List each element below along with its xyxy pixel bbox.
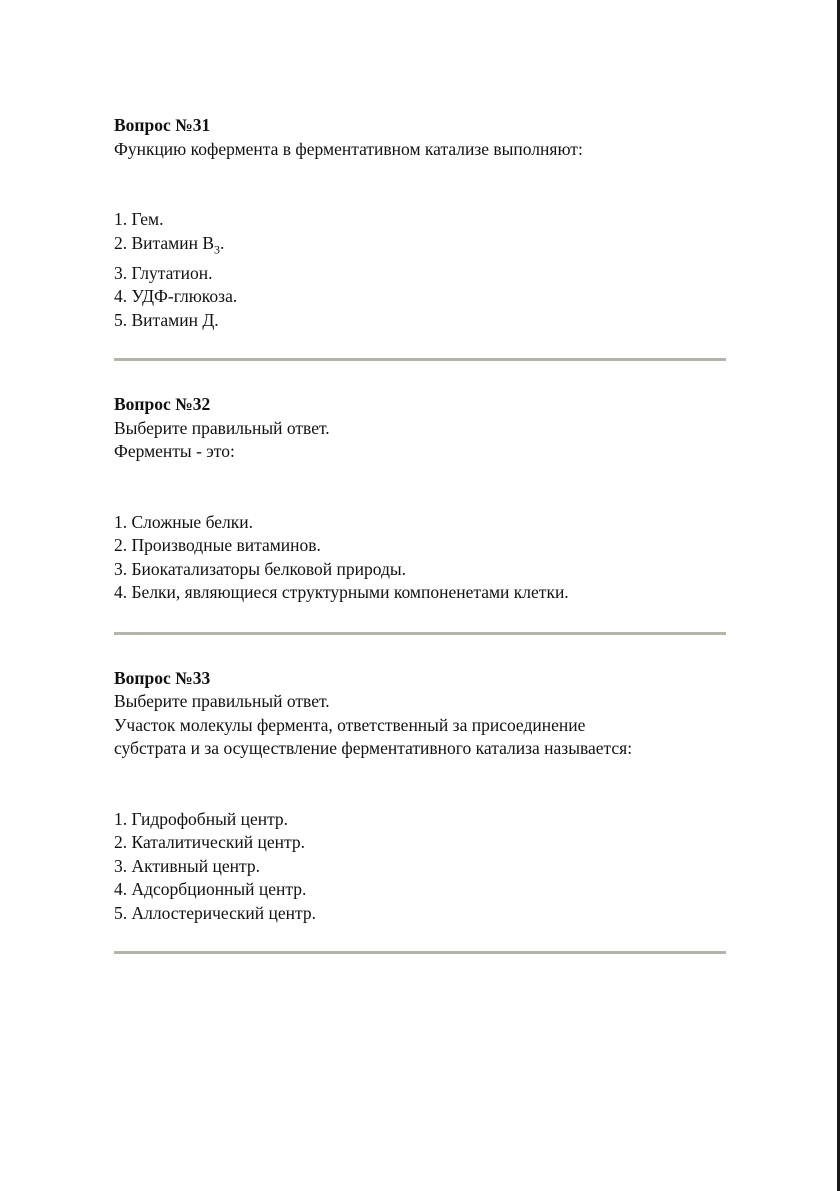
question-31 [114, 114, 726, 332]
question-32 [114, 393, 726, 605]
answer-options [114, 808, 726, 926]
question-divider [114, 632, 726, 635]
answer-option[interactable]: 3. Биокатализаторы белковой природы. [114, 558, 407, 579]
answer-option[interactable] [114, 232, 726, 262]
answer-option[interactable]: 4. УДФ-глюкоза. [114, 286, 238, 306]
answer-option[interactable]: 3. Активный центр. [114, 855, 261, 876]
answer-option-suffix: . [220, 232, 225, 253]
question-33 [114, 667, 726, 926]
question-title: Вопрос №32 [114, 394, 211, 414]
question-divider [114, 951, 726, 954]
answer-option[interactable]: 5. Аллостерический центр. [114, 902, 316, 923]
answer-option[interactable]: 1. Гидрофобный центр. [114, 808, 289, 829]
answer-option[interactable]: 2. Производные витаминов. [114, 535, 321, 555]
answer-option[interactable]: 4. Белки, являющиеся структурными компоненетами клетки. [114, 582, 569, 602]
question-text: Ферменты - это: [114, 441, 235, 461]
answer-option[interactable]: 3. Глутатион. [114, 262, 213, 283]
question-text: Участок молекулы фермента, ответственный за присоединение [114, 714, 586, 735]
answer-option[interactable]: 2. Каталитический центр. [114, 832, 306, 852]
answer-option[interactable]: 1. Сложные белки. [114, 511, 253, 532]
question-title: Вопрос №31 [114, 115, 211, 135]
question-text: Функцию кофермента в ферментативном катализе выполняют: [114, 138, 583, 159]
question-divider [114, 358, 726, 361]
answer-options [114, 208, 726, 332]
quiz-content [114, 114, 726, 954]
answer-option[interactable]: 4. Адсорбционный центр. [114, 879, 307, 899]
question-instruction: Выберите правильный ответ. [114, 417, 330, 438]
subscript: 3 [214, 242, 221, 256]
question-title: Вопрос №33 [114, 667, 211, 688]
answer-option-text: 2. Витамин В [114, 232, 215, 253]
question-text: субстрата и за осуществление ферментативного катализа называется: [114, 738, 633, 758]
answer-option[interactable]: 1. Гем. [114, 209, 164, 229]
answer-options [114, 511, 726, 605]
question-instruction: Выберите правильный ответ. [114, 691, 330, 711]
answer-option[interactable]: 5. Витамин Д. [114, 309, 219, 330]
